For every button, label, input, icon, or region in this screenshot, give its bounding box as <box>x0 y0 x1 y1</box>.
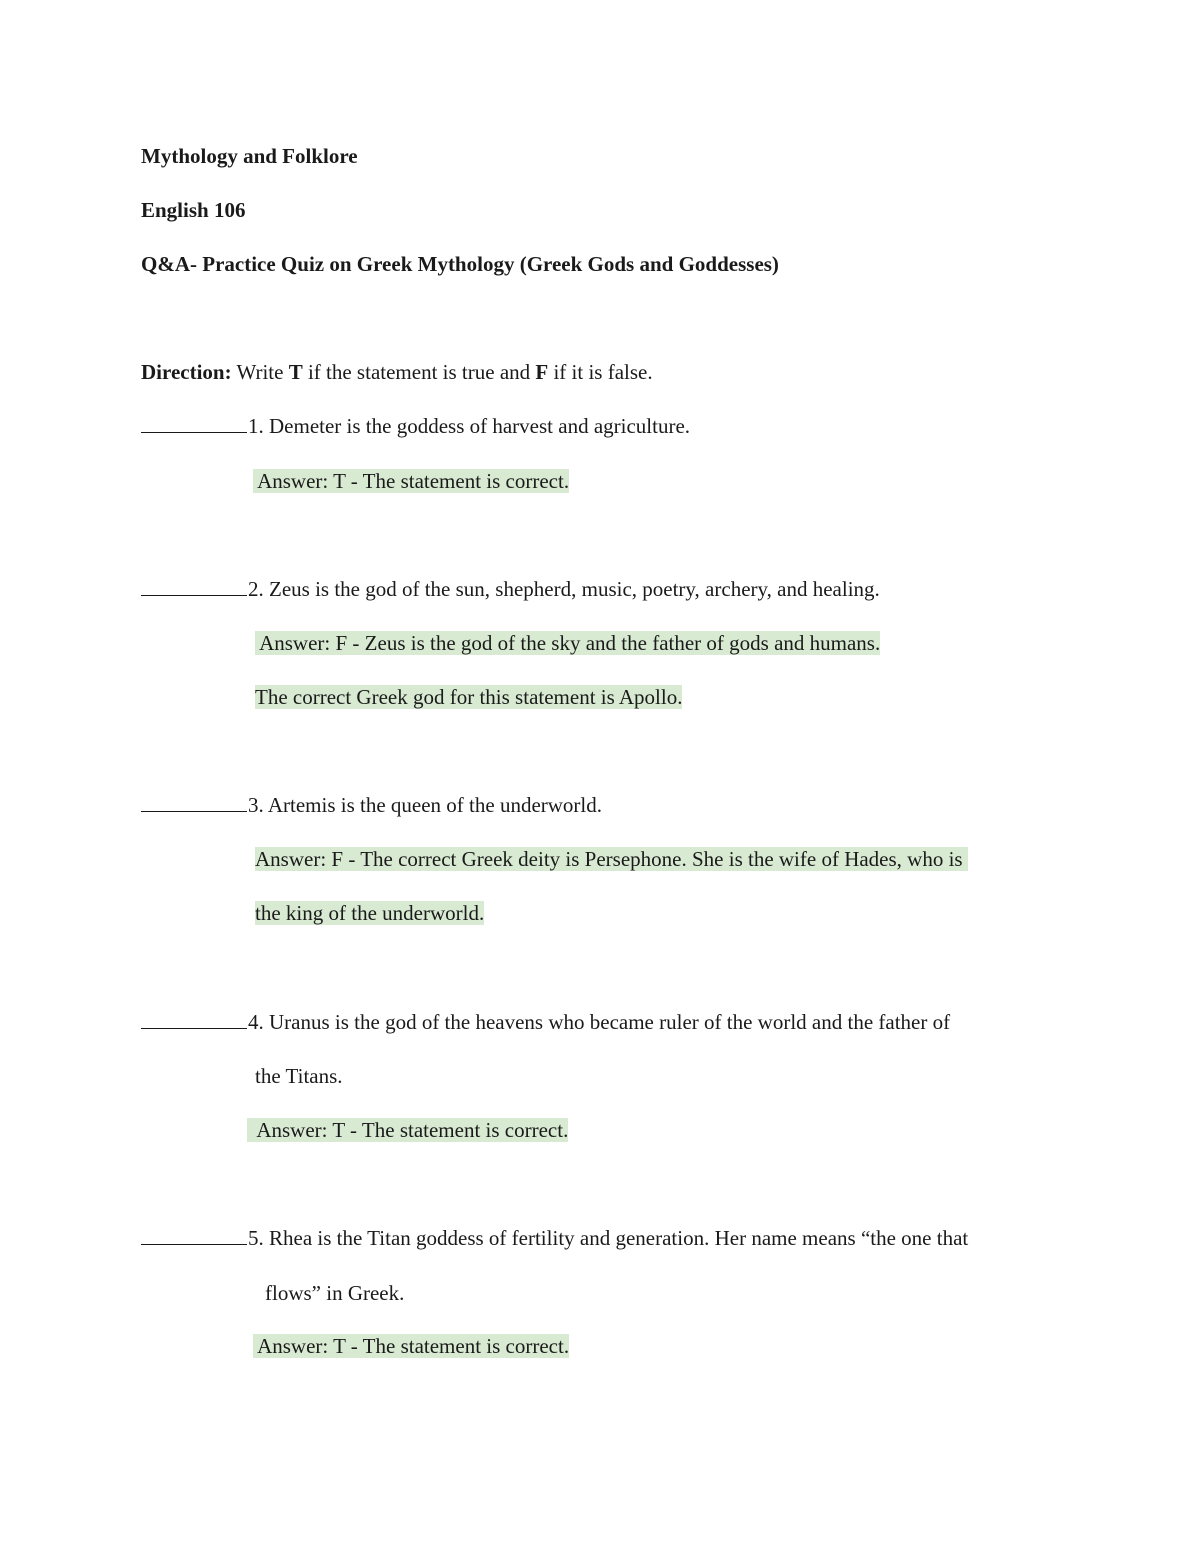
answer-blank-5[interactable] <box>141 1224 247 1245</box>
answer-5-text: Answer: T - The statement is correct. <box>253 1334 570 1358</box>
answer-3-text: Answer: F - The correct Greek deity is Persephone. She is the wife of Hades, who is <box>255 847 968 871</box>
answer-2-text: Answer: F - Zeus is the god of the sky and the father of gods and humans. <box>255 631 881 655</box>
answer-2 <box>255 629 880 657</box>
question-3 <box>141 791 602 819</box>
answer-2-continued <box>255 683 682 711</box>
question-2-statement: 2. Zeus is the god of the sun, shepherd, music, poetry, archery, and healing. <box>248 577 880 601</box>
question-5-continued: flows” in Greek. <box>265 1281 405 1305</box>
question-5-statement: 5. Rhea is the Titan goddess of fertility and generation. Her name means “the one that <box>248 1226 969 1250</box>
answer-blank-4[interactable] <box>141 1008 247 1029</box>
question-5 <box>141 1224 968 1252</box>
question-4 <box>141 1008 950 1036</box>
answer-1-text: Answer: T - The statement is correct. <box>253 469 570 493</box>
course-name: Mythology and Folklore <box>141 144 358 168</box>
course-code: English 106 <box>141 198 246 222</box>
quiz-title: Q&A- Practice Quiz on Greek Mythology (Greek Gods and Goddesses) <box>141 252 779 276</box>
question-2 <box>141 575 880 603</box>
direction-text-3: if it is false. <box>548 360 653 384</box>
question-1 <box>141 412 690 440</box>
answer-3 <box>255 845 968 873</box>
question-4-continued: the Titans. <box>255 1064 343 1088</box>
question-3-statement: 3. Artemis is the queen of the underworld. <box>248 793 603 817</box>
answer-2-cont-text: The correct Greek god for this statement is Apollo. <box>255 685 683 709</box>
direction-text-1: Write <box>231 360 289 384</box>
question-4-statement: 4. Uranus is the god of the heavens who became ruler of the world and the father of <box>248 1010 951 1034</box>
answer-3-continued <box>255 899 484 927</box>
answer-5 <box>253 1332 569 1360</box>
direction-true-letter: T <box>288 360 303 384</box>
direction-line <box>141 358 653 386</box>
direction-text-2: if the statement is true and <box>302 360 536 384</box>
answer-1 <box>253 467 569 495</box>
answer-blank-3[interactable] <box>141 791 247 812</box>
answer-3-cont-text: the king of the underworld. <box>255 901 485 925</box>
answer-4-text: Answer: T - The statement is correct. <box>247 1118 569 1142</box>
direction-label: Direction: <box>141 360 232 384</box>
answer-blank-1[interactable] <box>141 412 247 433</box>
answer-blank-2[interactable] <box>141 575 247 596</box>
answer-4 <box>247 1116 568 1144</box>
direction-false-letter: F <box>535 360 549 384</box>
question-1-statement: 1. Demeter is the goddess of harvest and agriculture. <box>248 414 691 438</box>
